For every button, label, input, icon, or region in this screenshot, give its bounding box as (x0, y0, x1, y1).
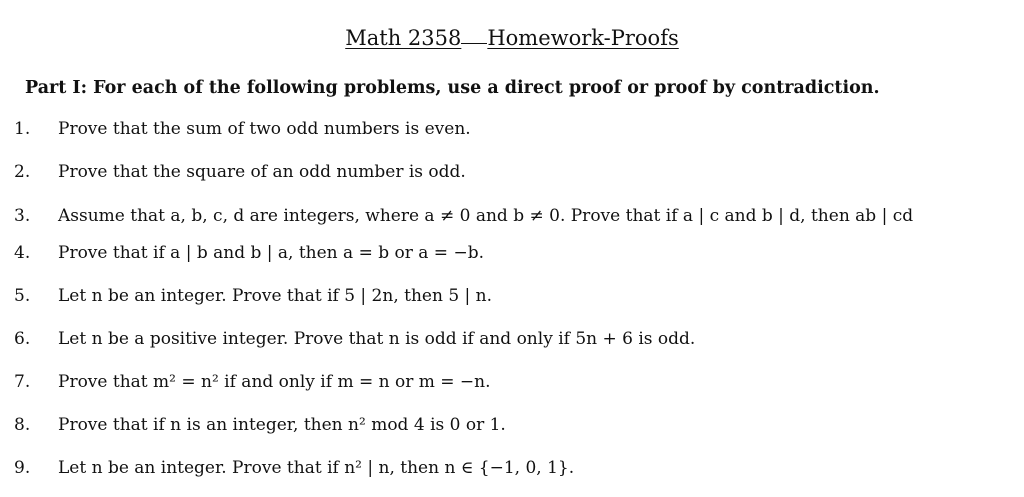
title-underline-gap (461, 25, 487, 44)
problem-number: 1. (14, 119, 31, 139)
problem-item-1 (0, 117, 1000, 141)
problem-item-4 (0, 241, 1000, 265)
problem-number: 2. (14, 162, 31, 182)
course-title: Math 2358 (345, 26, 462, 50)
problem-number: 5. (14, 286, 31, 306)
problem-text: Prove that if n is an integer, then n² mod 4 is 0 or 1. (58, 415, 506, 435)
problem-item-7 (0, 370, 1000, 394)
document-title (0, 25, 1024, 51)
problem-text: Prove that if a | b and b | a, then a = b or a = −b. (58, 243, 484, 263)
problem-number: 6. (14, 329, 31, 349)
problem-number: 3. (14, 206, 31, 226)
problem-text: Assume that a, b, c, d are integers, where a ≠ 0 and b ≠ 0. Prove that if a | c and b | d, then ab | cd (58, 206, 914, 226)
problem-text: Let n be a positive integer. Prove that n is odd if and only if 5n + 6 is odd. (58, 329, 696, 349)
problem-text: Let n be an integer. Prove that if n² | n, then n ∈ {−1, 0, 1}. (58, 458, 575, 478)
problem-number: 9. (14, 458, 31, 478)
problem-item-2 (0, 160, 1000, 184)
problem-item-5 (0, 284, 1000, 308)
part-heading: Part I: For each of the following problems, use a direct proof or proof by contradiction. (25, 78, 880, 98)
problem-item-6 (0, 327, 1000, 351)
problem-number: 4. (14, 243, 31, 263)
problem-text: Prove that the sum of two odd numbers is even. (58, 119, 471, 139)
assignment-title: Homework-Proofs (487, 26, 679, 50)
problem-item-3 (0, 204, 1000, 228)
problem-text: Let n be an integer. Prove that if 5 | 2n, then 5 | n. (58, 286, 493, 306)
problem-text: Prove that m² = n² if and only if m = n or m = −n. (58, 372, 491, 392)
problem-item-9 (0, 456, 1000, 480)
problem-number: 7. (14, 372, 31, 392)
problem-text: Prove that the square of an odd number is odd. (58, 162, 466, 182)
problem-number: 8. (14, 415, 31, 435)
problem-item-8 (0, 413, 1000, 437)
